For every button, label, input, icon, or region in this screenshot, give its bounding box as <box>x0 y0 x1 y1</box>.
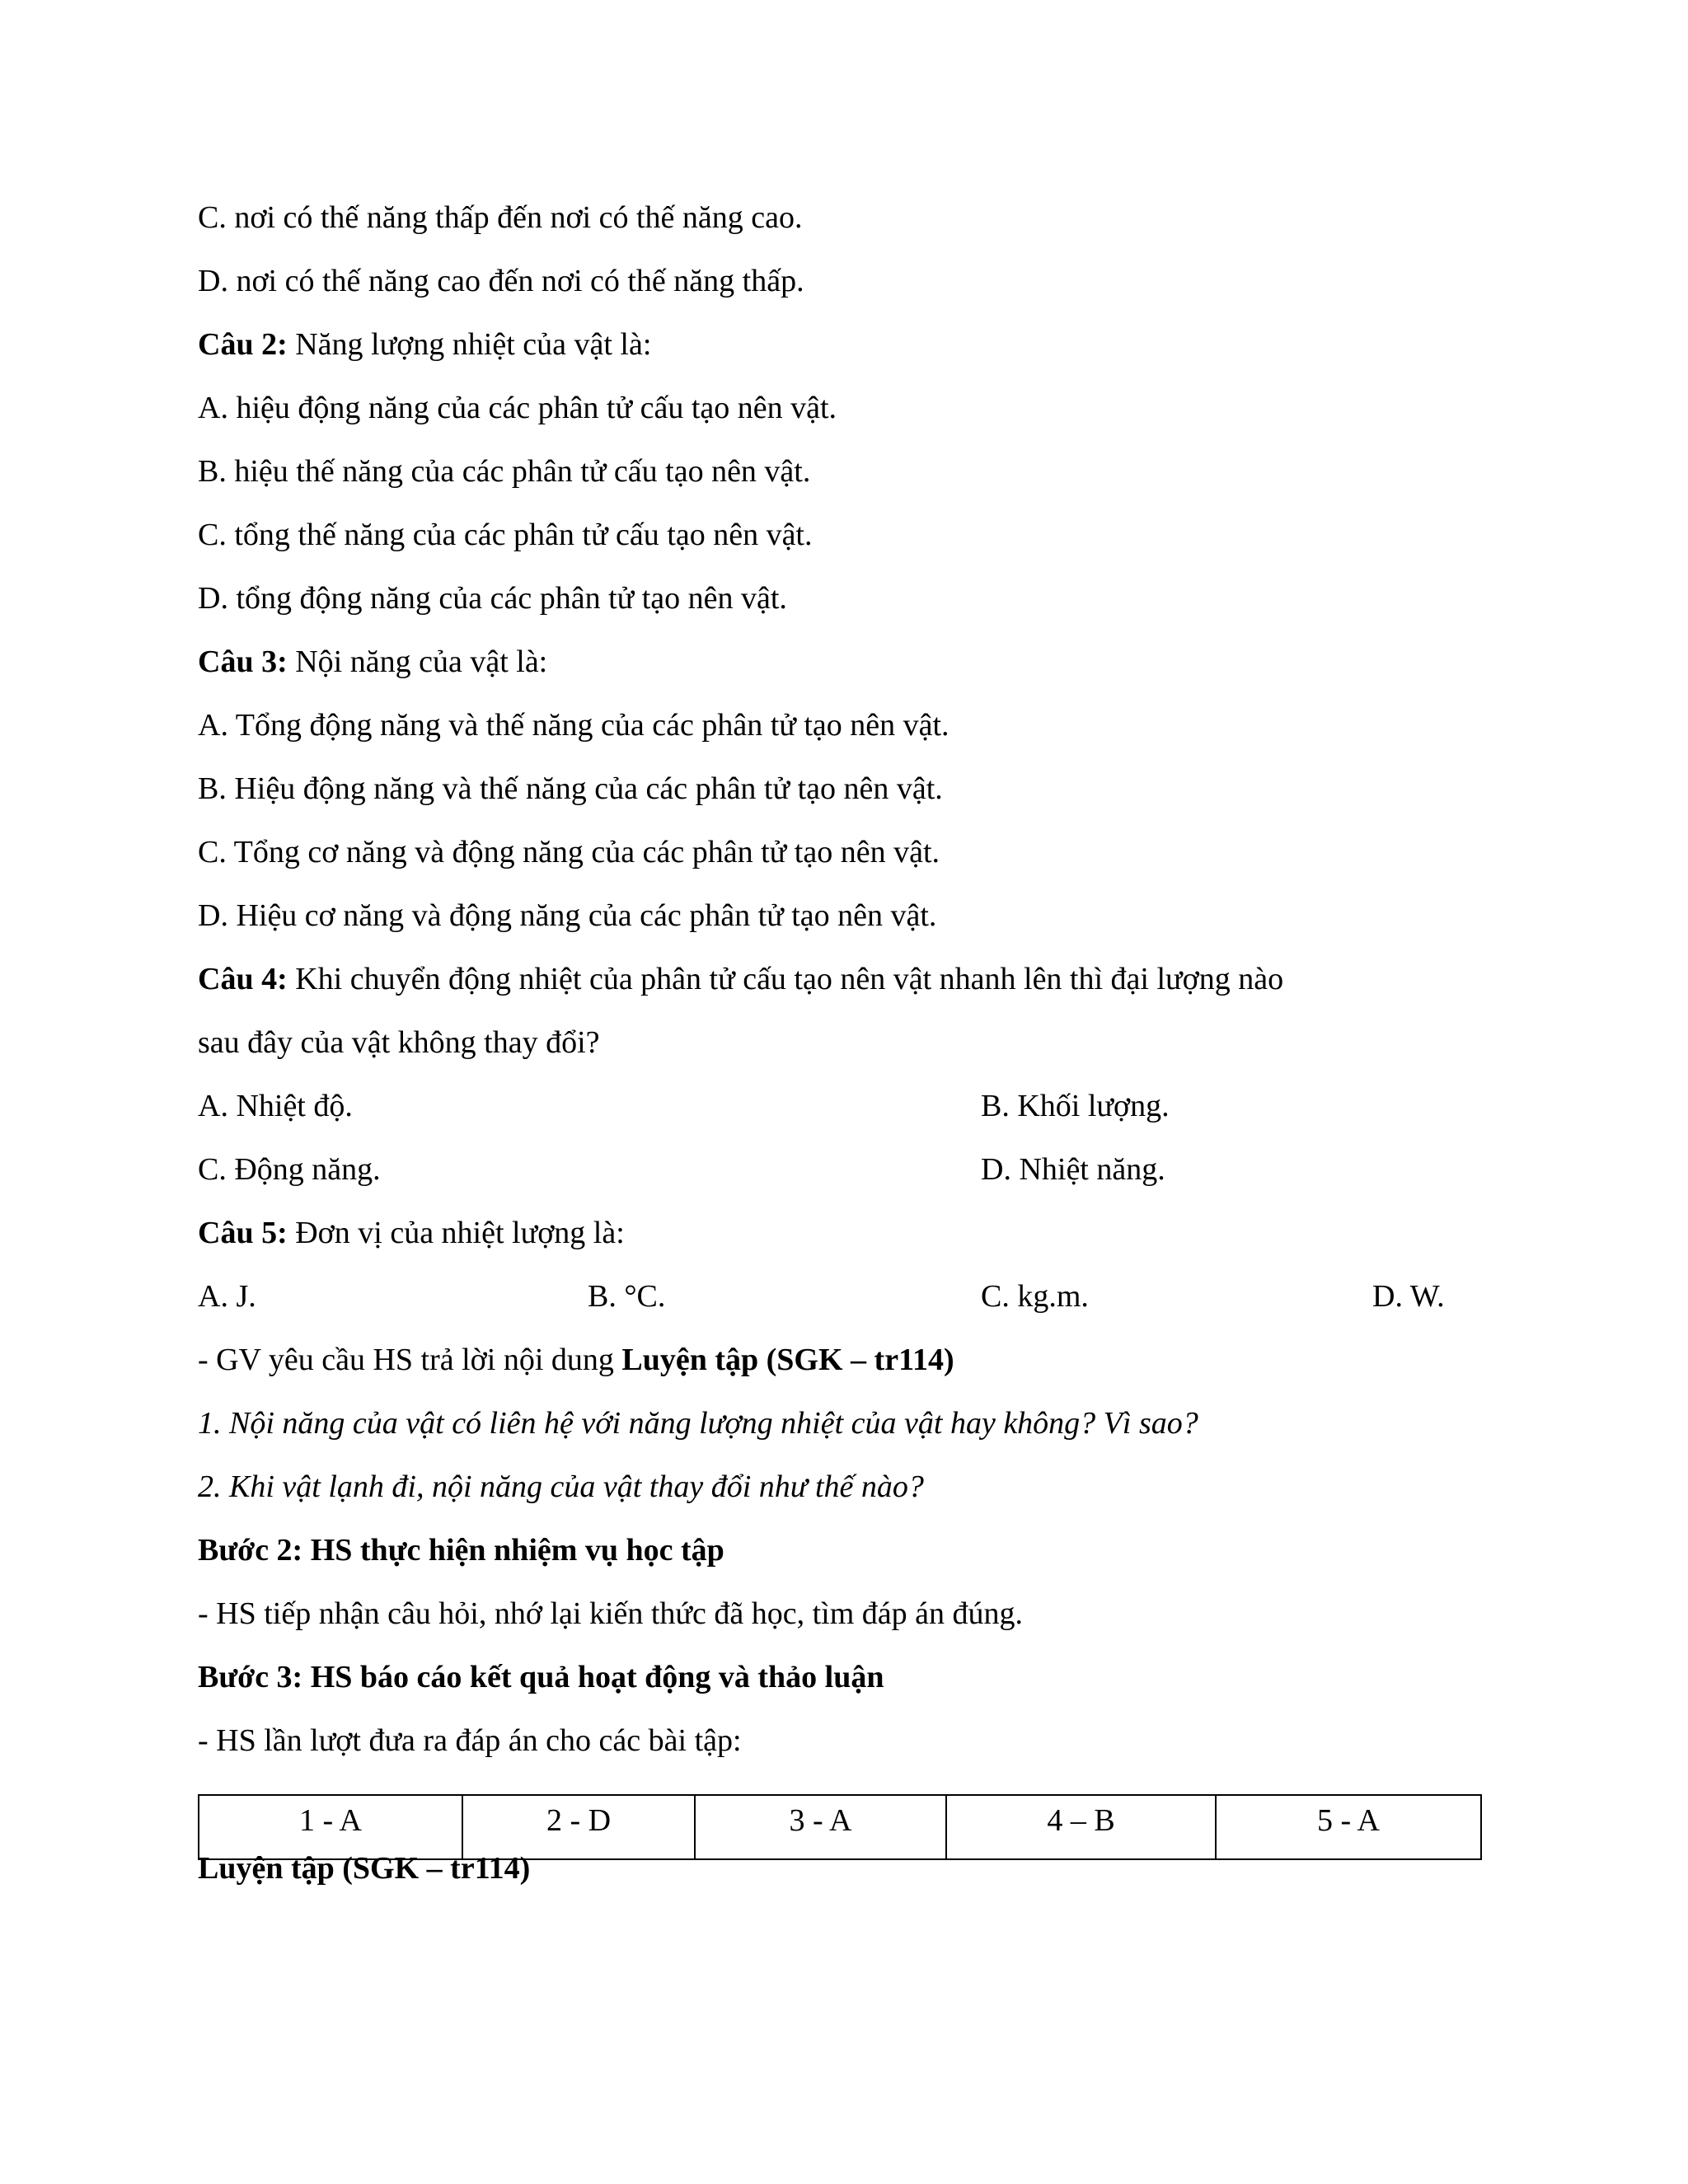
option-c: C. kg.m. <box>981 1279 1089 1314</box>
question-text-cont: sau đây của vật không thay đổi? <box>198 1025 600 1060</box>
answer-cell: 5 - A <box>1216 1795 1481 1859</box>
option-b: B. °C. <box>588 1279 666 1314</box>
step-3-heading: Bước 3: HS báo cáo kết quả hoạt động và thảo luận <box>198 1660 884 1694</box>
answer-cell: 2 - D <box>462 1795 695 1859</box>
option-a: A. J. <box>198 1279 256 1314</box>
question-label: Câu 2: <box>198 327 288 362</box>
instruction-text: - GV yêu cầu HS trả lời nội dung <box>198 1343 622 1377</box>
option-d: D. Nhiệt năng. <box>981 1152 1165 1187</box>
question-label: Câu 4: <box>198 962 288 996</box>
option-line: D. tổng động năng của các phân tử tạo nên vật. <box>198 581 787 616</box>
step-3-text: - HS lần lượt đưa ra đáp án cho các bài tập: <box>198 1723 742 1758</box>
answer-cell: 1 - A <box>199 1795 462 1859</box>
question-text: Đơn vị của nhiệt lượng là: <box>287 1216 625 1250</box>
option-line: D. nơi có thế năng cao đến nơi có thế năng thấp. <box>198 264 804 298</box>
question-text: Khi chuyển động nhiệt của phân tử cấu tạo nên vật nhanh lên thì đại lượng nào <box>287 962 1284 996</box>
option-line: A. Tổng động năng và thế năng của các phân tử tạo nên vật. <box>198 708 950 743</box>
option-a: A. Nhiệt độ. <box>198 1089 353 1123</box>
answer-cell: 4 – B <box>946 1795 1216 1859</box>
option-line: B. Hiệu động năng và thế năng của các phân tử tạo nên vật. <box>198 771 943 806</box>
step-2-heading: Bước 2: HS thực hiện nhiệm vụ học tập <box>198 1533 724 1568</box>
question-text: Nội năng của vật là: <box>287 644 548 679</box>
answer-cell: 3 - A <box>695 1795 946 1859</box>
question-4 <box>198 948 1283 1011</box>
question-5 <box>198 1202 625 1265</box>
question-label: Câu 5: <box>198 1216 288 1250</box>
question-text: Năng lượng nhiệt của vật là: <box>287 327 652 362</box>
teacher-instruction <box>198 1329 954 1392</box>
option-line: C. nơi có thế năng thấp đến nơi có thế năng cao. <box>198 200 803 235</box>
option-line: B. hiệu thế năng của các phân tử cấu tạo nên vật. <box>198 454 811 489</box>
question-label: Câu 3: <box>198 644 288 679</box>
practice-question-1: 1. Nội năng của vật có liên hệ với năng lượng nhiệt của vật hay không? Vì sao? <box>198 1406 1198 1441</box>
option-line: C. Tổng cơ năng và động năng của các phân tử tạo nên vật. <box>198 835 940 869</box>
question-3 <box>198 630 547 694</box>
option-line: C. tổng thế năng của các phân tử cấu tạo nên vật. <box>198 518 813 552</box>
instruction-bold: Luyện tập (SGK – tr114) <box>621 1343 954 1377</box>
section-heading: Luyện tập (SGK – tr114) <box>198 1851 531 1886</box>
option-c: C. Động năng. <box>198 1152 381 1187</box>
option-line: D. Hiệu cơ năng và động năng của các phân tử tạo nên vật. <box>198 898 937 933</box>
practice-question-2: 2. Khi vật lạnh đi, nội năng của vật thay đổi như thế nào? <box>198 1469 924 1504</box>
step-2-text: - HS tiếp nhận câu hỏi, nhớ lại kiến thức đã học, tìm đáp án đúng. <box>198 1596 1024 1631</box>
option-d: D. W. <box>1372 1279 1445 1314</box>
option-line: A. hiệu động năng của các phân tử cấu tạo nên vật. <box>198 391 837 425</box>
option-b: B. Khối lượng. <box>981 1089 1170 1123</box>
question-2 <box>198 313 651 377</box>
